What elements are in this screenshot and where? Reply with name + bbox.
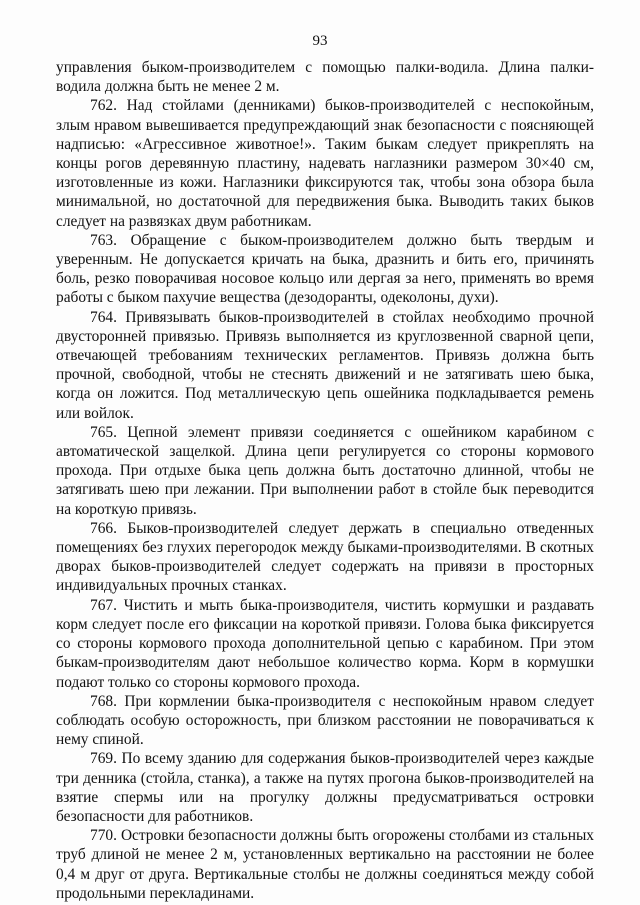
paragraph-769: 769. По всему зданию для содержания быков-производителей через каждые три денника (стойла, станка), а также на путях прогона быков-производителей на взятие спермы или на прогулку должны предусматриваться островки безопасности для работников.	[56, 750, 594, 825]
paragraph-764: 764. Привязывать быков-производителей в стойлах необходимо прочной двусторонней привязью. Привязь выполняется из круглозвенной сварной цепи, отвечающей требованиям технических регламентов. Привязь должна быть прочной, свободной, чтобы не стеснять движений и не затягивать шею быка, когда он ложится. Под металлическую цепь ошейника подкладывается ремень или войлок.	[56, 308, 594, 422]
paragraph-762: 762. Над стойлами (денниками) быков-производителей с неспокойным, злым нравом вывешивается предупреждающий знак безопасности с поясняющей надписью: «Агрессивное животное!». Таким быкам следует прикреплять на концы рогов деревянную пластину, надевать наглазники размером 30×40 см, изготовленные из кожи. Наглазники фиксируются так, чтобы зона обзора была минимальной, но достаточной для передвижения быка. Выводить таких быков следует на развязках двум работникам.	[56, 97, 594, 230]
paragraph-767: 767. Чистить и мыть быка-производителя, чистить кормушки и раздавать корм следует после его фиксации на короткой привязи. Голова быка фиксируется со стороны кормового прохода дополнительной цепью с карабином. При этом быкам-производителям дают небольшое количество корма. Корм в кормушки подают только со стороны кормового прохода.	[56, 596, 594, 691]
paragraph-765: 765. Цепной элемент привязи соединяется с ошейником карабином с автоматической защелкой. Длина цепи регулируется со стороны кормового прохода. При отдыхе быка цепь должна быть достаточно длинной, чтобы не затягивать шею при лежании. При выполнении работ в стойле бык переводится на короткую привязь.	[56, 423, 594, 518]
document-body	[56, 58, 594, 903]
paragraph-768: 768. При кормлении быка-производителя с неспокойным нравом следует соблюдать особую осторожность, при близком расстоянии не поворачиваться к нему спиной.	[56, 692, 594, 749]
paragraph-763: 763. Обращение с быком-производителем должно быть твердым и уверенным. Не допускается кричать на быка, дразнить и бить его, причинять боль, резко поворачивая носовое кольцо или дергая за него, применять во время работы с быком пахучие вещества (дезодоранты, одеколоны, духи).	[56, 231, 594, 307]
paragraph-766: 766. Быков-производителей следует держать в специально отведенных помещениях без глухих перегородок между быками-производителями. В скотных дворах быков-производителей следует содержать на привязи в просторных индивидуальных прочных станках.	[56, 519, 594, 595]
paragraph-continuation: управления быком-производителем с помощью палки-водила. Длина палки-водила должна быть не менее 2 м.	[56, 59, 594, 96]
page-number: 93	[312, 33, 328, 49]
paragraph-770: 770. Островки безопасности должны быть огорожены столбами из стальных труб длиной не менее 2 м, установленных вертикально на расстоянии не более 0,4 м друг от друга. Вертикальные столбы не должны соединяться между собой продольными перекладинами.	[56, 827, 594, 902]
